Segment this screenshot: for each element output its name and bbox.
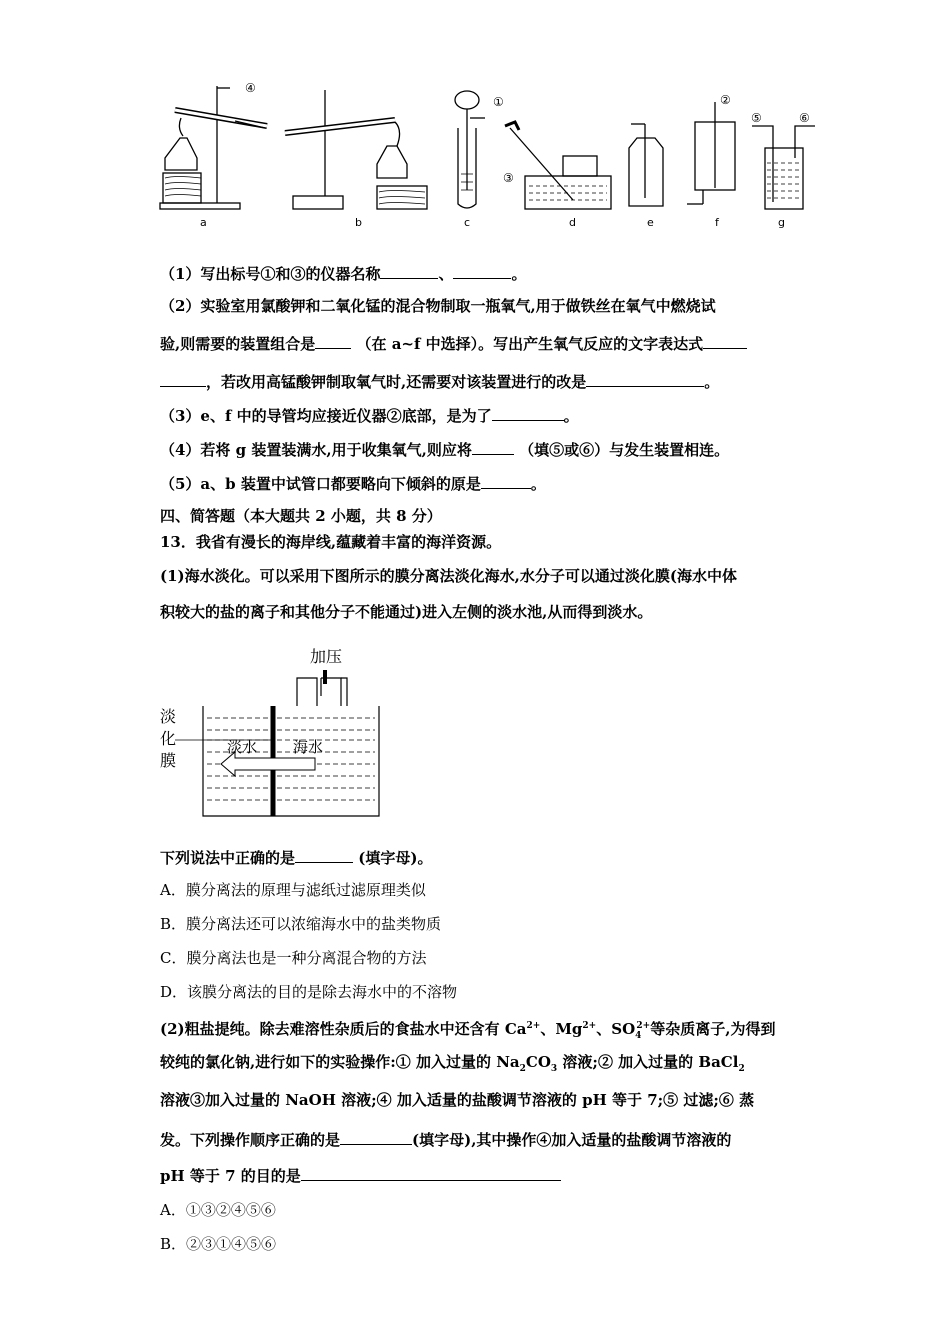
apparatus-d <box>505 122 611 209</box>
pressure-label: 加压 <box>310 647 343 666</box>
q13-ask1: 下列说法中正确的是 (填字母)。 <box>160 846 432 868</box>
label-e: e <box>647 216 654 228</box>
apparatus-a <box>160 86 267 209</box>
answer-blank[interactable] <box>453 262 511 279</box>
apparatus-b <box>285 90 427 209</box>
label-g: g <box>778 216 785 228</box>
marker-2: ② <box>720 93 731 107</box>
label-c: c <box>464 216 471 228</box>
answer-blank[interactable] <box>586 370 704 387</box>
marker-1: ① <box>493 95 504 109</box>
fresh-water-label: 淡水 <box>227 738 258 756</box>
q13-part2-line3: 溶液③加入过量的 NaOH 溶液;④ 加入适量的盐酸调节溶液的 pH 等于 7;⑤ 过滤;⑥ 蒸 <box>160 1091 755 1109</box>
q13-part2-line1: (2)粗盐提纯。除去难溶性杂质后的食盐水中还含有 $Ca^{2+}$、$Mg^{2+}$、$SO_4^{2+}$等杂质离子,为得到 <box>160 1020 776 1041</box>
q13-part2-line5: pH 等于 7 的目的是 <box>160 1164 561 1186</box>
answer-blank[interactable] <box>340 1128 412 1145</box>
q13-stem: 13．我省有漫长的海岸线,蕴藏着丰富的海洋资源。 <box>160 533 502 551</box>
q13-part2-line4: 发。下列操作顺序正确的是 (填字母),其中操作④加入适量的盐酸调节溶液的 <box>160 1128 731 1150</box>
label-d: d <box>569 216 576 228</box>
q12-part2-line2: 验,则需要的装置组合是 （在 a~f 中选择）。写出产生氧气反应的文字表达式 <box>160 332 747 354</box>
apparatus-c <box>455 91 485 208</box>
option-b[interactable]: B．膜分离法还可以浓缩海水中的盐类物质 <box>160 915 442 933</box>
marker-4: ④ <box>245 81 256 95</box>
q13-part2-line2: 较纯的氯化钠,进行如下的实验操作:① 加入过量的 $Na_2CO_3$ 溶液;② 加入过量的 BaCl$_2$ <box>160 1053 745 1074</box>
marker-5: ⑤ <box>751 111 762 125</box>
answer-blank[interactable] <box>703 332 747 349</box>
marker-3: ③ <box>503 171 514 185</box>
label-b: b <box>355 216 362 228</box>
q13-part1-line1: (1)海水淡化。可以采用下图所示的膜分离法淡化海水,水分子可以通过淡化膜(海水中体 <box>160 567 737 585</box>
apparatus-g <box>752 126 815 209</box>
q12-part2-line1: （2）实验室用氯酸钾和二氧化锰的混合物制取一瓶氧气,用于做铁丝在氧气中燃烧试 <box>160 297 716 315</box>
answer-blank[interactable] <box>301 1164 561 1181</box>
q12-part1: （1）写出标号①和③的仪器名称 、 。 <box>160 262 526 284</box>
option-d[interactable]: D．该膜分离法的目的是除去海水中的不溶物 <box>160 983 458 1001</box>
answer-blank[interactable] <box>472 438 514 455</box>
sea-water-label: 海水 <box>293 738 324 756</box>
q12-part4: （4）若将 g 装置装满水,用于收集氧气,则应将 （填⑤或⑥）与发生装置相连。 <box>160 438 729 460</box>
answer-blank[interactable] <box>295 846 353 863</box>
marker-6: ⑥ <box>799 111 810 125</box>
answer-blank[interactable] <box>492 404 564 421</box>
q13-part1-line2: 积较大的盐的离子和其他分子不能通过)进入左侧的淡水池,从而得到淡水。 <box>160 603 653 621</box>
answer-blank[interactable] <box>380 262 438 279</box>
answer-blank[interactable] <box>315 332 351 349</box>
membrane-label: 膜 <box>160 751 177 770</box>
apparatus-figure <box>155 78 815 228</box>
answer-blank[interactable] <box>160 370 206 387</box>
option-a[interactable]: A．膜分离法的原理与滤纸过滤原理类似 <box>160 881 426 899</box>
membrane-label: 淡 <box>160 707 177 726</box>
option-c[interactable]: C．膜分离法也是一种分离混合物的方法 <box>160 949 427 967</box>
label-f: f <box>715 216 719 228</box>
membrane-label: 化 <box>160 729 177 748</box>
option2-a[interactable]: A．①③②④⑤⑥ <box>160 1201 276 1219</box>
apparatus-e <box>629 124 663 206</box>
q12-part5: （5）a、b 装置中试管口都要略向下倾斜的原是 。 <box>160 472 546 494</box>
answer-blank[interactable] <box>481 472 531 489</box>
apparatus-f <box>687 102 735 204</box>
q12-part3: （3）e、f 中的导管均应接近仪器②底部，是为了 。 <box>160 404 579 426</box>
section-title: 四、简答题（本大题共 2 小题，共 8 分） <box>160 507 442 525</box>
label-a: a <box>200 216 207 228</box>
q12-part2-line3: ，若改用高锰酸钾制取氧气时,还需要对该装置进行的改是 。 <box>160 370 719 392</box>
option2-b[interactable]: B．②③①④⑤⑥ <box>160 1235 277 1253</box>
membrane-diagram <box>155 640 395 820</box>
